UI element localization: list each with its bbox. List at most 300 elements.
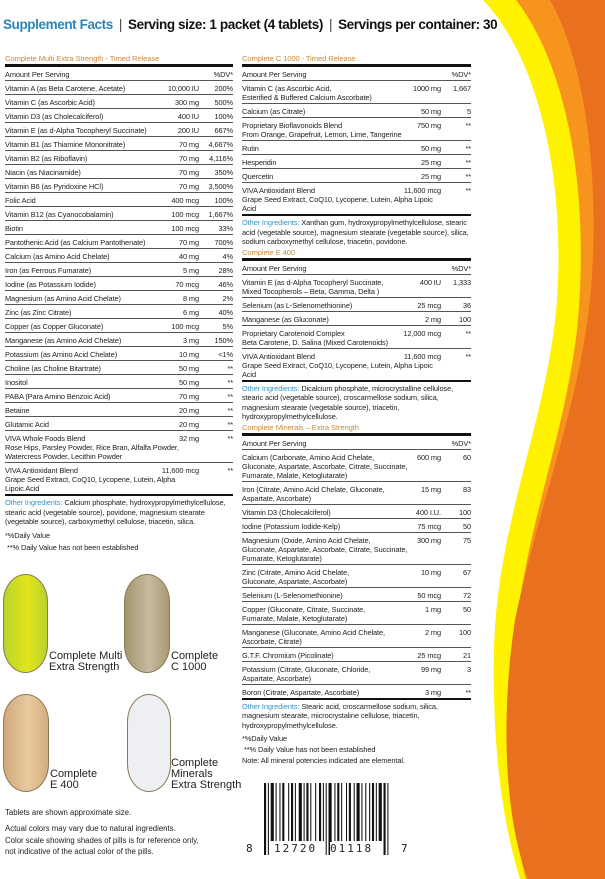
amount-per-serving-header: Amount Per Serving bbox=[242, 263, 307, 273]
nutrient-name: PABA (Para Amino Benzoic Acid) bbox=[5, 392, 111, 401]
nutrient-detail: Aspartate, Ascorbate) bbox=[242, 673, 311, 683]
table-row bbox=[242, 183, 471, 214]
nutrient bbox=[242, 278, 393, 296]
nutrient-amount: 32 mg bbox=[178, 434, 199, 443]
facts-table bbox=[242, 258, 471, 382]
barcode-bar bbox=[346, 783, 347, 841]
table-row bbox=[5, 249, 233, 263]
pill-label-e400 bbox=[50, 769, 97, 791]
nutrient-dv: 100 bbox=[458, 627, 471, 637]
table-row bbox=[242, 482, 471, 505]
facts-table bbox=[242, 64, 471, 216]
barcode-bar bbox=[379, 783, 382, 841]
nutrient-amount: 20 mg bbox=[178, 420, 199, 429]
barcode-bar bbox=[288, 783, 289, 841]
nutrient-dv: 500% bbox=[214, 98, 233, 107]
nutrient-amount: 75 mcg bbox=[417, 521, 441, 531]
nutrient-detail: Aspartate, Ascorbate) bbox=[242, 493, 311, 503]
barcode-bar bbox=[304, 783, 305, 841]
nutrient-name: Calcium (Carbonate, Amino Acid Chelate, bbox=[242, 452, 375, 462]
nutrient-amount: 70 mg bbox=[178, 182, 199, 191]
nutrient bbox=[5, 182, 159, 191]
table-row bbox=[5, 333, 233, 347]
nutrient bbox=[5, 266, 159, 275]
nutrient-detail: Grape Seed Extract, CoQ10, Lycopene, Lutein, Alpha Lipoic Acid bbox=[242, 360, 433, 379]
nutrient-amount: 300 mg bbox=[416, 535, 441, 545]
nutrient bbox=[242, 301, 393, 310]
table-row bbox=[242, 298, 471, 312]
nutrient-amount: 3 mg bbox=[182, 336, 199, 345]
nutrient-amount: 50 mg bbox=[178, 378, 199, 387]
barcode-bar bbox=[279, 783, 280, 841]
nutrient-amount: 40 mg bbox=[178, 252, 199, 261]
nutrient-dv: 5% bbox=[222, 322, 233, 331]
table-row bbox=[242, 275, 471, 298]
table-row bbox=[242, 565, 471, 588]
nutrient-amount: 5 mg bbox=[182, 266, 199, 275]
nutrient-name: Vitamin B1 (as Thiamine Mononitrate) bbox=[5, 140, 126, 149]
nutrient-amount: 1000 mg bbox=[412, 84, 441, 93]
table-row bbox=[5, 235, 233, 249]
servings-per-container: Servings per container: 30 bbox=[338, 17, 498, 32]
nutrient-name: Magnesium (as Amino Acid Chelate) bbox=[5, 294, 121, 303]
nutrient-dv: 46% bbox=[218, 280, 233, 289]
nutrient-name: Potassium (as Amino Acid Chelate) bbox=[5, 350, 118, 359]
nutrient-amount: 50 mg bbox=[420, 144, 441, 153]
nutrient bbox=[242, 605, 393, 623]
nutrient-dv: ** bbox=[227, 392, 233, 401]
nutrient bbox=[242, 329, 393, 347]
nutrient bbox=[5, 406, 159, 415]
footnote: Note: All mineral potencies indicated are elemental. bbox=[242, 756, 405, 765]
nutrient-name: Glutamic Acid bbox=[5, 420, 49, 429]
nutrient-amount: 600 mg bbox=[416, 452, 441, 462]
nutrient bbox=[242, 665, 393, 683]
nutrient bbox=[5, 140, 159, 149]
nutrient bbox=[5, 294, 159, 303]
nutrient-name: Iodine (as Potassium Iodide) bbox=[5, 280, 96, 289]
nutrient-amount: 200 IU bbox=[177, 126, 199, 135]
nutrient-name: Vitamin B2 (as Riboflavin) bbox=[5, 154, 88, 163]
table-row bbox=[242, 349, 471, 380]
nutrient-name: Choline (as Choline Bitartrate) bbox=[5, 364, 101, 373]
nutrient-name: Folic Acid bbox=[5, 196, 36, 205]
nutrient-dv: 36 bbox=[462, 300, 471, 310]
nutrient-dv: 100% bbox=[214, 196, 233, 205]
nutrient bbox=[5, 168, 159, 177]
nutrient-name: Proprietary Carotenoid Complex bbox=[242, 328, 345, 338]
table-row bbox=[5, 151, 233, 165]
barcode-bar bbox=[376, 783, 377, 841]
nutrient-name: VIVA Antioxidant Blend bbox=[242, 351, 315, 361]
barcode-check-digit: 7 bbox=[401, 842, 408, 855]
nutrient-name: Potassium (Citrate, Gluconate, Chloride, bbox=[242, 664, 371, 674]
other-ingredients bbox=[242, 702, 471, 731]
nutrient-name: Quercetin bbox=[242, 172, 274, 181]
table-row bbox=[5, 165, 233, 179]
nutrient bbox=[5, 196, 159, 205]
nutrient-dv: 50 bbox=[462, 604, 471, 614]
table-row bbox=[5, 179, 233, 193]
nutrient bbox=[5, 378, 159, 387]
other-ingredients-label: Other Ingredients: bbox=[242, 218, 300, 227]
nutrient-name: Calcium (as Amino Acid Chelate) bbox=[5, 252, 110, 261]
separator: | bbox=[118, 17, 122, 32]
nutrient-name: Niacin (as Niacinamide) bbox=[5, 168, 81, 177]
right-column bbox=[242, 53, 471, 766]
label-line: Extra Strength bbox=[49, 661, 120, 673]
nutrient-dv: 700% bbox=[214, 238, 233, 247]
barcode-bar bbox=[268, 783, 269, 855]
footnote: *%Daily Value bbox=[242, 734, 287, 743]
pill-label-c1000 bbox=[171, 651, 218, 673]
nutrient-name: Iron (Citrate, Amino Acid Chelate, Gluconate, bbox=[242, 484, 385, 494]
nutrient bbox=[242, 485, 393, 503]
table-row bbox=[5, 291, 233, 305]
nutrient-dv: 3 bbox=[466, 664, 471, 674]
table-header bbox=[5, 67, 233, 81]
table-row bbox=[5, 193, 233, 207]
nutrient-name: Zinc (Citrate, Amino Acid Chelate, bbox=[242, 567, 350, 577]
nutrient-dv: 72 bbox=[462, 590, 471, 600]
other-ingredients-label: Other Ingredients: bbox=[242, 383, 300, 393]
nutrient-name: VIVA Whole Foods Blend bbox=[5, 434, 86, 443]
nutrient-name: Iron (as Ferrous Fumarate) bbox=[5, 266, 92, 275]
table-row bbox=[5, 361, 233, 375]
table-row bbox=[5, 389, 233, 403]
nutrient-dv: 21 bbox=[462, 650, 471, 660]
nutrient bbox=[5, 364, 159, 373]
nutrient-amount: 70 mg bbox=[178, 168, 199, 177]
table-row bbox=[5, 305, 233, 319]
barcode-bar bbox=[387, 783, 388, 855]
table-row bbox=[242, 141, 471, 155]
nutrient-amount: 20 mg bbox=[178, 406, 199, 415]
pill-c1000 bbox=[124, 574, 170, 673]
nutrient-dv: 150% bbox=[214, 336, 233, 345]
other-ingredients-label: Other Ingredients: bbox=[242, 701, 300, 711]
nutrient-amount: 10 mg bbox=[420, 567, 441, 577]
nutrient-dv: 100% bbox=[214, 112, 233, 121]
section-title: Complete C 1000 - Timed Release bbox=[242, 54, 356, 63]
barcode-bar bbox=[357, 783, 360, 841]
nutrient-dv: ** bbox=[465, 687, 471, 697]
nutrient-amount: 70 mg bbox=[178, 238, 199, 247]
nutrient-name: Copper (Gluconate, Citrate, Succinate, bbox=[242, 604, 366, 614]
nutrient-amount: 100 mcg bbox=[171, 322, 199, 331]
nutrient-dv: 2% bbox=[222, 294, 233, 303]
table-row bbox=[5, 123, 233, 137]
nutrient-dv: 50 bbox=[462, 521, 471, 531]
barcode-bar bbox=[372, 783, 374, 841]
nutrient-dv: ** bbox=[227, 420, 233, 429]
nutrient bbox=[242, 522, 393, 531]
nutrient-name: Pantothenic Acid (as Calcium Pantothenate) bbox=[5, 238, 146, 247]
nutrient bbox=[5, 392, 159, 401]
table-row bbox=[5, 95, 233, 109]
barcode-bar bbox=[315, 783, 316, 841]
nutrient bbox=[5, 154, 159, 163]
nutrient bbox=[242, 688, 393, 697]
label-line: Complete bbox=[50, 768, 98, 780]
nutrient-name: Vitamin D3 (Cholecalciferol) bbox=[242, 507, 331, 517]
nutrient-detail: Grape Seed Extract, CoQ10, Lycopene, Lutein, Alpha Lipoic Acid bbox=[242, 195, 433, 213]
other-ingredients-text: Stearic acid, croscarmellose sodium, silica, magnesium stearate, microcrystaline cellulose, triacetin, hydroxypropylmethylcellulose. bbox=[242, 701, 438, 730]
nutrient-dv: ** bbox=[227, 378, 233, 387]
nutrient-dv: 67 bbox=[462, 567, 471, 577]
nutrient bbox=[5, 308, 159, 317]
nutrient-amount: 70 mg bbox=[178, 140, 199, 149]
barcode-bar bbox=[365, 783, 366, 841]
nutrient-dv: 200% bbox=[214, 84, 233, 93]
nutrient-amount: 400 IU bbox=[177, 112, 199, 121]
nutrient bbox=[5, 112, 159, 121]
note-line: Color scale showing shades of pills is for reference only, bbox=[5, 835, 199, 845]
barcode-bar bbox=[271, 783, 274, 841]
table-header bbox=[242, 67, 471, 81]
nutrient-dv: 75 bbox=[462, 535, 471, 545]
table-row bbox=[242, 685, 471, 698]
barcode-bar bbox=[326, 783, 327, 855]
note-line: Actual colors may vary due to natural ingredients. bbox=[5, 824, 176, 833]
nutrient-detail: Esterified & Buffered Calcium Ascorbate) bbox=[242, 93, 372, 102]
nutrient-name: G.T.F. Chromium (Picolinate) bbox=[242, 650, 334, 660]
nutrient bbox=[242, 107, 393, 116]
nutrient-name: Vitamin D3 (as Cholecalciferol) bbox=[5, 112, 104, 121]
table-row bbox=[5, 263, 233, 277]
table-row bbox=[242, 625, 471, 648]
supplement-section bbox=[242, 248, 471, 422]
nutrient-detail: Gluconate, Aspartate, Ascorbate, Citrate, Succinate, Fumarate, Malate, Ketoglutarate) bbox=[242, 461, 408, 480]
table-row bbox=[242, 519, 471, 533]
table-row bbox=[5, 403, 233, 417]
nutrient-amount: 10 mg bbox=[178, 350, 199, 359]
nutrient-dv: 667% bbox=[214, 126, 233, 135]
nutrient-dv: <1% bbox=[218, 350, 233, 359]
nutrient-name: Iodine (Potassium Iodide-Kelp) bbox=[242, 521, 341, 531]
barcode-bar bbox=[369, 783, 370, 841]
barcode-first-digit: 8 bbox=[246, 842, 253, 855]
facts-table bbox=[5, 64, 233, 496]
table-row bbox=[5, 417, 233, 431]
barcode-bar bbox=[354, 783, 355, 841]
nutrient-dv: 1,667% bbox=[208, 210, 233, 219]
barcode-bar bbox=[334, 783, 335, 841]
nutrient-name: Selenium (L-Selenomethionine) bbox=[242, 590, 343, 600]
table-row bbox=[242, 533, 471, 565]
barcode-bar bbox=[282, 783, 284, 841]
nutrient-dv: 4% bbox=[222, 252, 233, 261]
nutrient-detail: Gluconate, Aspartate, Ascorbate, Citrate, Succinate, Fumarate, Ketoglutarate) bbox=[242, 544, 408, 563]
nutrient-amount: 12,000 mcg bbox=[403, 328, 441, 338]
nutrient bbox=[242, 628, 393, 646]
nutrient-name: Hesperidin bbox=[242, 158, 277, 167]
table-row bbox=[5, 463, 233, 494]
nutrient-name: Zinc (as Zinc Citrate) bbox=[5, 308, 72, 317]
footnotes bbox=[5, 530, 233, 554]
nutrient-dv: ** bbox=[227, 364, 233, 373]
nutrient bbox=[5, 224, 159, 233]
table-row bbox=[5, 109, 233, 123]
label-line: E 400 bbox=[50, 779, 79, 791]
nutrient bbox=[5, 280, 159, 289]
nutrient-detail: Ascorbate, Citrate) bbox=[242, 636, 302, 646]
barcode-bar bbox=[264, 783, 266, 855]
nutrient-name: Vitamin C (as Ascorbic Acid) bbox=[5, 98, 95, 107]
nutrient-detail: Beta Carotene, D. Salina (Mixed Carotenoids) bbox=[242, 337, 388, 347]
table-row bbox=[242, 662, 471, 685]
other-ingredients-text: Xanthan gum, hydroxypropylmethylcellulose, stearic acid (vegetable source), magnesium stearate (vegetable source), silica, sodium carboxymethyl cellulose, triacetin, povidone. bbox=[242, 218, 469, 246]
separator: | bbox=[328, 17, 333, 32]
nutrient-dv: ** bbox=[465, 351, 471, 361]
label-line: C 1000 bbox=[171, 661, 207, 673]
nutrient-name: Vitamin E (as d-Alpha Tocopheryl Succinate, bbox=[242, 277, 384, 287]
table-row bbox=[5, 207, 233, 221]
nutrient bbox=[5, 322, 159, 331]
nutrient-amount: 50 mg bbox=[420, 107, 441, 116]
nutrient-dv: ** bbox=[465, 121, 471, 130]
note-line: not indicative of the actual color of the pills. bbox=[5, 847, 154, 856]
supplement-section bbox=[242, 423, 471, 767]
footnote: **% Daily Value has not been established bbox=[7, 542, 139, 552]
nutrient-dv: 5 bbox=[466, 107, 471, 116]
nutrient-name: Rutin bbox=[242, 144, 259, 153]
nutrient-amount: 400 IU bbox=[419, 277, 441, 287]
table-row bbox=[242, 326, 471, 349]
other-ingredients-text: Dicalcium phosphate, microcrystalline cellulose, stearic acid (vegetable source), croscarmellose sodium, silica, magnesium stearate (vegetable source), triacetin, hydroxypropylmethylcellulose. bbox=[242, 383, 454, 421]
amount-per-serving-header: Amount Per Serving bbox=[242, 438, 307, 448]
nutrient-name: VIVA Antioxidant Blend bbox=[242, 186, 315, 195]
nutrient-dv: ** bbox=[227, 406, 233, 415]
label-line: Minerals bbox=[171, 768, 213, 780]
pill-label-minerals bbox=[171, 758, 241, 791]
nutrient-detail: Mixed Tocopherols – Beta, Gamma, Delta ) bbox=[242, 286, 380, 296]
barcode-bar bbox=[323, 783, 324, 841]
nutrient-name: Manganese (Gluconate, Amino Acid Chelate, bbox=[242, 627, 385, 637]
label-line: Complete bbox=[171, 650, 219, 662]
label-line: Complete bbox=[171, 757, 219, 769]
other-ingredients bbox=[242, 218, 471, 247]
amount-per-serving-header: Amount Per Serving bbox=[5, 70, 70, 79]
table-row bbox=[242, 81, 471, 104]
nutrient-detail: Grape Seed Extract, CoQ10, Lycopene, Lutein, Alpha Lipoic Acid bbox=[5, 475, 176, 493]
nutrient-detail: Fumarate, Malate, Ketoglutarate) bbox=[242, 613, 348, 623]
nutrient-detail: From Orange, Grapefruit, Lemon, Lime, Tangerine bbox=[242, 130, 402, 139]
nutrient bbox=[5, 434, 179, 461]
nutrient-dv: 28% bbox=[218, 266, 233, 275]
nutrient bbox=[5, 420, 159, 429]
nutrient-amount: 11,600 mcg bbox=[403, 186, 441, 195]
table-row bbox=[5, 375, 233, 389]
nutrient-amount: 100 mcg bbox=[171, 210, 199, 219]
nutrient-amount: 6 mg bbox=[182, 308, 199, 317]
nutrient bbox=[242, 568, 393, 586]
nutrient bbox=[5, 466, 176, 493]
nutrient-amount: 99 mg bbox=[420, 664, 441, 674]
table-row bbox=[242, 450, 471, 482]
nutrient-name: Copper (as Copper Gluconate) bbox=[5, 322, 104, 331]
amount-per-serving-header: Amount Per Serving bbox=[242, 70, 307, 79]
barcode-bar bbox=[276, 783, 277, 841]
nutrient-dv: ** bbox=[227, 434, 233, 443]
nutrient-amount: 300 mg bbox=[174, 98, 199, 107]
table-row bbox=[242, 648, 471, 662]
barcode-bar bbox=[341, 783, 342, 841]
nutrient bbox=[242, 651, 393, 660]
barcode-right-digits: 01118 bbox=[330, 842, 374, 855]
nutrient bbox=[5, 238, 159, 247]
nutrient bbox=[242, 591, 393, 600]
nutrient-name: Vitamin E (as d-Alpha Tocopheryl Succinate) bbox=[5, 126, 147, 135]
table-row bbox=[242, 505, 471, 519]
table-row bbox=[5, 277, 233, 291]
nutrient-amount: 8 mg bbox=[182, 294, 199, 303]
nutrient-name: VIVA Antioxidant Blend bbox=[5, 466, 78, 475]
barcode-bar bbox=[384, 783, 386, 855]
nutrient-name: Vitamin A (as Beta Carotene, Acetate) bbox=[5, 84, 126, 93]
section-title: Complete Minerals – Extra Strength bbox=[242, 422, 359, 432]
other-ingredients bbox=[5, 498, 233, 527]
nutrient-amount: 50 mg bbox=[178, 364, 199, 373]
section-title: Complete Multi Extra Strength - Timed Release bbox=[5, 54, 160, 63]
label-line: Extra Strength bbox=[171, 779, 242, 791]
barcode-bar bbox=[291, 783, 293, 841]
table-header bbox=[242, 436, 471, 450]
nutrient bbox=[242, 315, 393, 324]
other-ingredients-text: Calcium phosphate, hydroxypropylmethylcellulose, stearic acid (vegetable source), povidone, magnesium stearate (vegetable source), carboxymethyl cellulose, triacetin, silica. bbox=[5, 498, 226, 526]
table-row bbox=[5, 81, 233, 95]
table-row bbox=[242, 312, 471, 326]
nutrient-dv: 4,667% bbox=[208, 140, 233, 149]
nutrient-dv: 33% bbox=[218, 224, 233, 233]
nutrient-amount: 70 mcg bbox=[175, 280, 199, 289]
label-line: Complete Multi bbox=[49, 650, 123, 662]
table-row bbox=[242, 104, 471, 118]
left-column bbox=[5, 53, 233, 554]
nutrient-name: Manganese (as Gluconate) bbox=[242, 314, 329, 324]
barcode-bar bbox=[337, 783, 339, 841]
table-row bbox=[5, 431, 233, 463]
nutrient-dv: ** bbox=[465, 186, 471, 195]
nutrient bbox=[242, 84, 393, 102]
nutrient bbox=[5, 336, 159, 345]
nutrient bbox=[5, 84, 159, 93]
nutrient-dv: ** bbox=[465, 172, 471, 181]
supplement-section bbox=[242, 54, 471, 247]
nutrient-name: Boron (Citrate, Aspartate, Ascorbate) bbox=[242, 687, 360, 697]
table-row bbox=[242, 155, 471, 169]
barcode-left-digits: 12720 bbox=[274, 842, 318, 855]
barcode-bar bbox=[299, 783, 302, 841]
nutrient-dv: 83 bbox=[462, 484, 471, 494]
nutrient bbox=[5, 350, 159, 359]
nutrient-name: Betaine bbox=[5, 406, 30, 415]
nutrient-amount: 750 mg bbox=[416, 121, 441, 130]
nutrient-amount: 25 mg bbox=[420, 172, 441, 181]
nutrient-amount: 100 mcg bbox=[171, 224, 199, 233]
nutrient-amount: 25 mcg bbox=[417, 300, 441, 310]
nutrient-dv: 40% bbox=[218, 308, 233, 317]
nutrient bbox=[5, 210, 159, 219]
other-ingredients-label: Other Ingredients: bbox=[5, 498, 63, 507]
nutrient bbox=[242, 508, 393, 517]
section-title: Complete E 400 bbox=[242, 247, 296, 257]
nutrient-dv: 100 bbox=[458, 314, 471, 324]
nutrient-name: Vitamin C (as Ascorbic Acid, bbox=[242, 84, 332, 93]
pill-size-note: Tablets are shown approximate size. bbox=[5, 808, 132, 817]
nutrient bbox=[242, 158, 393, 167]
nutrient-name: Selenium (as L-Selenomethionine) bbox=[242, 300, 353, 310]
